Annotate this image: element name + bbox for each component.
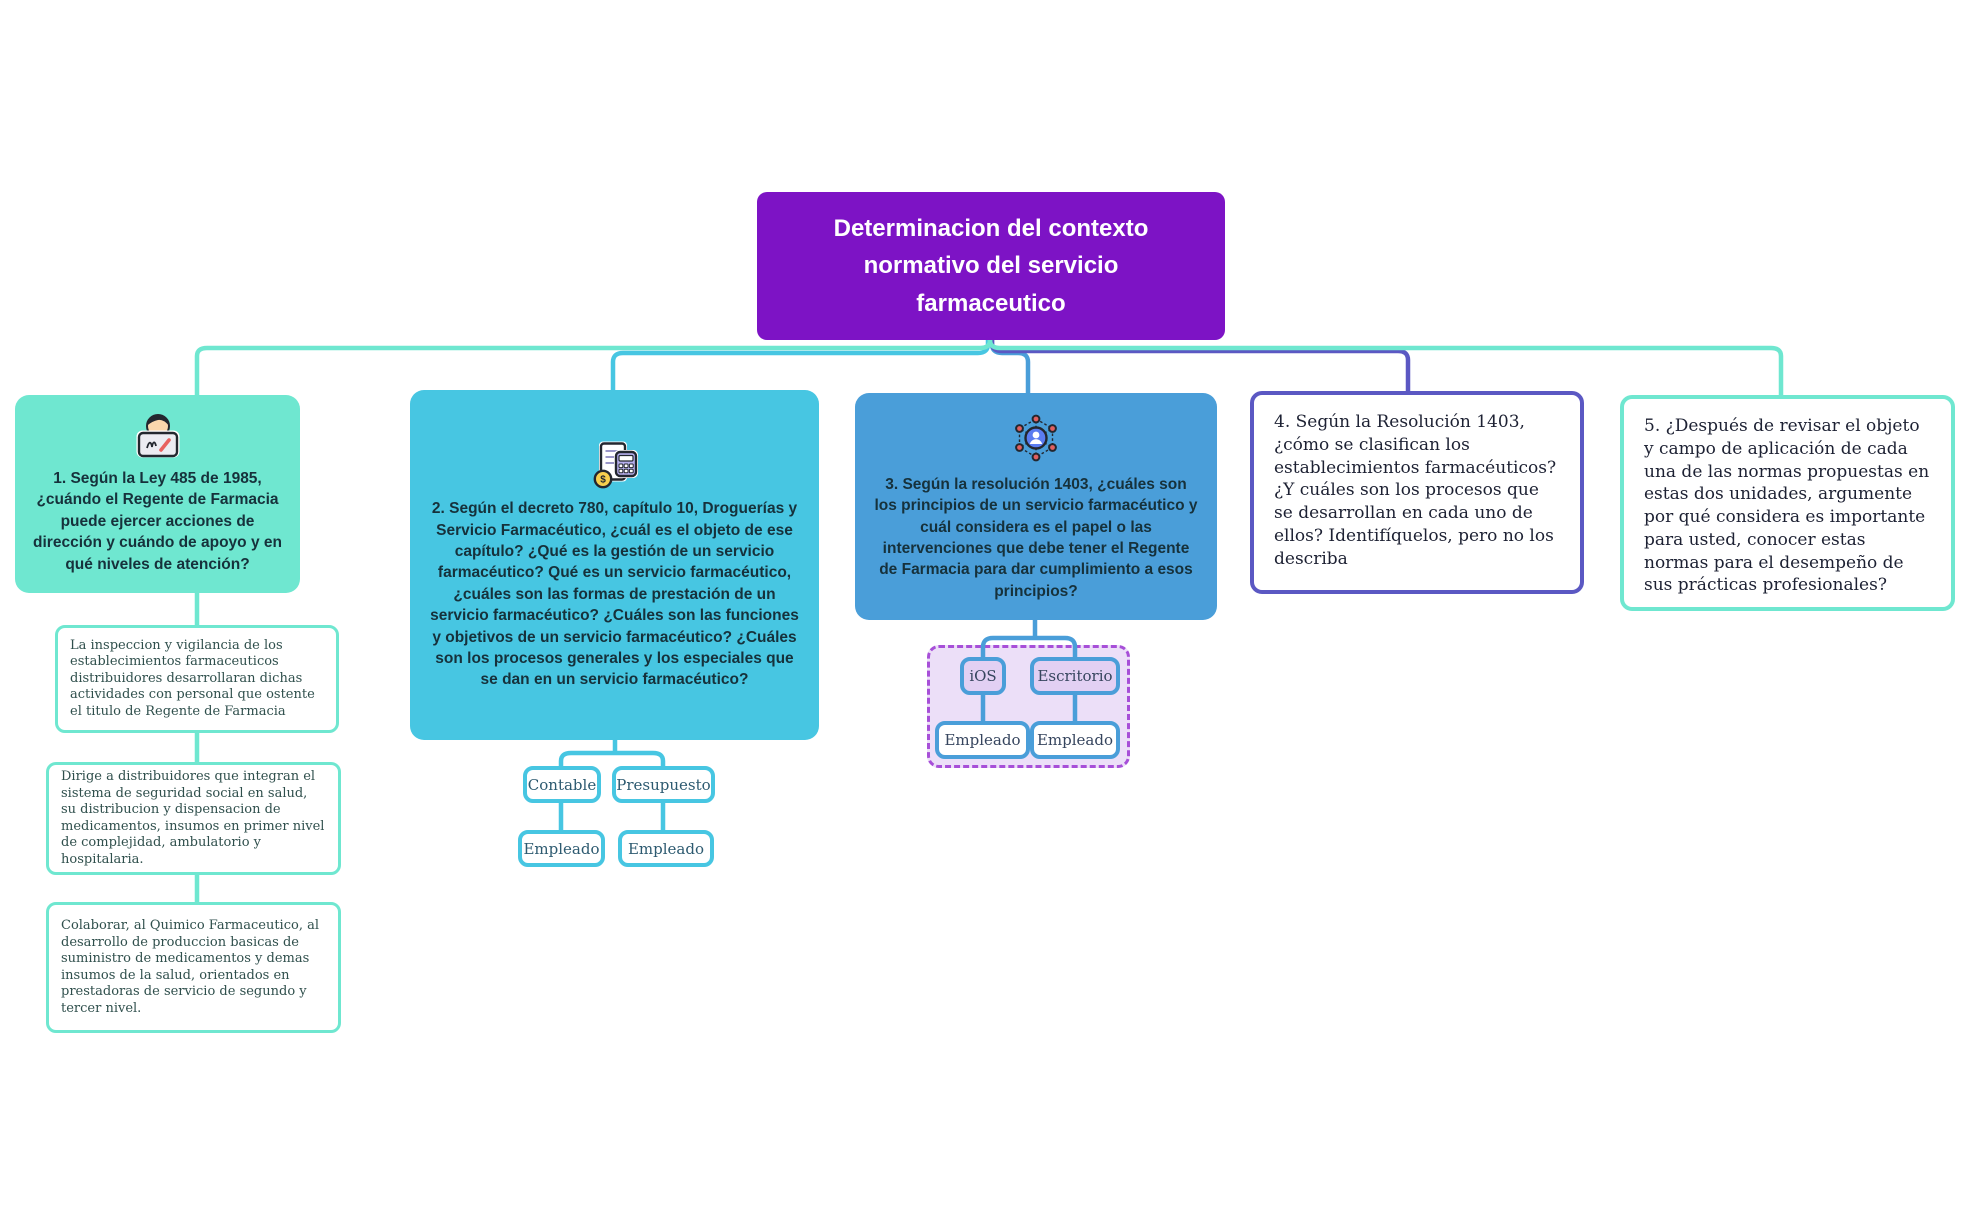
branch2-question: 2. Según el decreto 780, capítulo 10, Droguerías y Servicio Farmacéutico, ¿cuál es el objeto de ese capítulo? ¿Qué es la gestión de un servicio farmacéutico? Qué es un servicio farmacéutico, ¿cuáles son las formas de prestación de un servicio farmacéutico? ¿Cuáles son las funciones y objetivos de un servicio farmacéutico? ¿Cuáles son los procesos generales y los especiales que se dan en un servicio farmacéutico? [430, 500, 799, 689]
root-topic-node[interactable] [757, 192, 1225, 340]
svg-text:$: $ [599, 474, 606, 486]
branch3-subtopic-ios[interactable] [960, 657, 1006, 695]
branch1-note-2[interactable] [46, 762, 341, 875]
branch3-question: 3. Según la resolución 1403, ¿cuáles son los principios de un servicio farmacéutico y cuál considera es el papel o las intervenciones que debe tener el Regente de Farmacia para dar cumplimiento a esos principios? [874, 475, 1198, 600]
empleado-label: Empleado [944, 731, 1021, 749]
branch5-node[interactable] [1620, 395, 1955, 611]
branch1-note-1-text: La inspeccion y vigilancia de los establecimientos farmaceuticos distribuidores desarrollaran dichas actividades con personal que ostente el titulo de Regente de Farmacia [70, 637, 315, 719]
branch3-escritorio-empleado[interactable] [1030, 721, 1120, 759]
ios-label: iOS [969, 667, 997, 685]
branch1-note-3-text: Colaborar, al Quimico Farmaceutico, al desarrollo de produccion basicas de suministro de medicamentos y demas insumos de la salud, orientados en prestadoras de servicio de segundo y tercer nivel. [61, 918, 319, 1016]
branch2-presupuesto-empleado[interactable] [618, 830, 714, 867]
branch2-subtopic-contable[interactable] [523, 766, 601, 803]
branch1-note-3[interactable] [46, 902, 341, 1033]
branch1-note-2-text: Dirige a distribuidores que integran el sistema de seguridad social en salud, su distribucion y dispensacion de medicamentos, insumos en primer nivel de complejidad, ambulatorio y hospitalaria. [61, 769, 325, 867]
contable-label: Contable [527, 775, 597, 794]
branch3-node[interactable] [855, 393, 1217, 620]
branch1-node[interactable] [15, 395, 300, 593]
branch2-node[interactable] [410, 390, 819, 740]
empleado-label: Empleado [627, 839, 705, 858]
empleado-label: Empleado [1036, 731, 1114, 749]
empleado-label: Empleado [523, 839, 600, 858]
escritorio-label: Escritorio [1037, 667, 1113, 685]
branch4-node[interactable] [1250, 391, 1584, 594]
network-user-icon [1009, 411, 1063, 465]
branch2-contable-empleado[interactable] [518, 830, 605, 867]
branch3-ios-empleado[interactable] [935, 721, 1030, 759]
branch2-subtopic-presupuesto[interactable] [612, 766, 715, 803]
root-topic-text: Determinacion del contexto normativo del servicio farmaceutico [833, 215, 1149, 317]
presupuesto-label: Presupuesto [616, 775, 711, 794]
branch3-subtopic-escritorio[interactable] [1030, 657, 1120, 695]
branch1-note-1[interactable] [55, 625, 339, 733]
branch1-question: 1. Según la Ley 485 de 1985, ¿cuándo el Regente de Farmacia puede ejercer acciones de dirección y cuándo de apoyo y en qué niveles de atención? [33, 470, 282, 573]
receipt-calculator-coin-icon [588, 439, 642, 489]
branch5-question: 5. ¿Después de revisar el objeto y campo de aplicación de cada una de las normas propuestas en estas dos unidades, argumente por qué considera es importante para usted, conocer estas normas para el desempeño de sus prácticas profesionales? [1644, 416, 1930, 596]
person-laptop-signature-icon [132, 413, 184, 459]
branch4-question: 4. Según la Resolución 1403, ¿cómo se clasifican los establecimientos farmacéuticos? ¿Y cuáles son los procesos que se desarrollan en cada uno de ellos? Identifíquelos, pero no los describa [1274, 412, 1557, 569]
